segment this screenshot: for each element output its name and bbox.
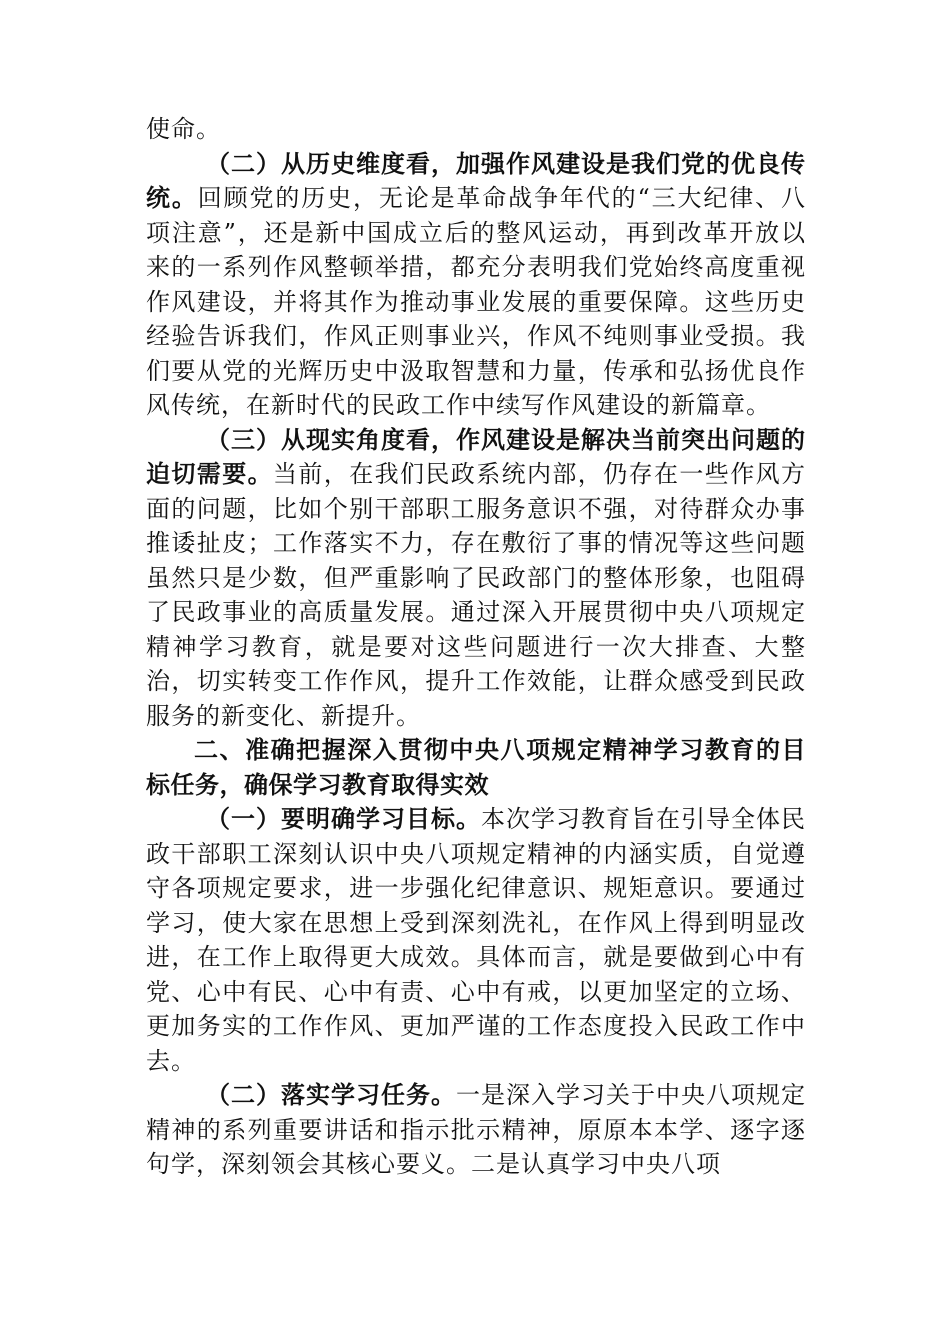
paragraph-reality bbox=[146, 423, 806, 734]
paragraph-history-lead: （二）从历史维度看，加强作风建设是我们党的优良传统。 bbox=[146, 148, 806, 212]
paragraph-task bbox=[146, 1078, 806, 1182]
paragraph-goal bbox=[146, 802, 806, 1078]
paragraph-continuation: 使命。 bbox=[146, 115, 221, 143]
paragraph-history-body: 回顾党的历史，无论是革命战争年代的“三大纪律、八项注意”，还是新中国成立后的整风运动，再到改革开放以来的一系列作风整顿举措，都充分表明我们党始终高度重视作风建设，并将其作为推动事业发展的重要保障。这些历史经验告诉我们，作风正则事业兴，作风不纯则事业受损。我们要从党的光辉历史中汲取智慧和力量，传承和弘扬优良作风传统，在新时代的民政工作中续写作风建设的新篇章。 bbox=[146, 184, 806, 419]
paragraph-goal-lead: （一）要明确学习目标。 bbox=[206, 804, 481, 833]
paragraph-task-body: 一是深入学习关于中央八项规定精神的系列重要讲话和指示批示精神，原原本本学、逐字逐句学，深刻领会其核心要义。二是认真学习中央八项 bbox=[146, 1081, 806, 1178]
section-heading-2: 二、准确把握深入贯彻中央八项规定精神学习教育的目标任务，确保学习教育取得实效 bbox=[146, 736, 806, 799]
document-body bbox=[146, 112, 806, 1182]
paragraph-reality-body: 当前，在我们民政系统内部，仍存在一些作风方面的问题，比如个别干部职工服务意识不强，对待群众办事推诿扯皮；工作落实不力，存在敷衍了事的情况等这些问题虽然只是少数，但严重影响了民政部门的整体形象，也阻碍了民政事业的高质量发展。通过深入开展贯彻中央八项规定精神学习教育，就是要对这些问题进行一次大排查、大整治，切实转变工作作风，提升工作效能，让群众感受到民政服务的新变化、新提升。 bbox=[146, 460, 806, 730]
paragraph-task-lead: （二）落实学习任务。 bbox=[206, 1080, 456, 1109]
paragraph-reality-lead: （三）从现实角度看，作风建设是解决当前突出问题的迫切需要。 bbox=[146, 424, 806, 488]
paragraph-goal-body: 本次学习教育旨在引导全体民政干部职工深刻认识中央八项规定精神的内涵实质，自觉遵守各项规定要求，进一步强化纪律意识、规矩意识。要通过学习，使大家在思想上受到深刻洗礼，在作风上得到明显改进，在工作上取得更大成效。具体而言，就是要做到心中有党、心中有民、心中有责、心中有戒，以更加坚定的立场、更加务实的工作作风、更加严谨的工作态度投入民政工作中去。 bbox=[146, 805, 806, 1075]
paragraph-history bbox=[146, 147, 806, 423]
